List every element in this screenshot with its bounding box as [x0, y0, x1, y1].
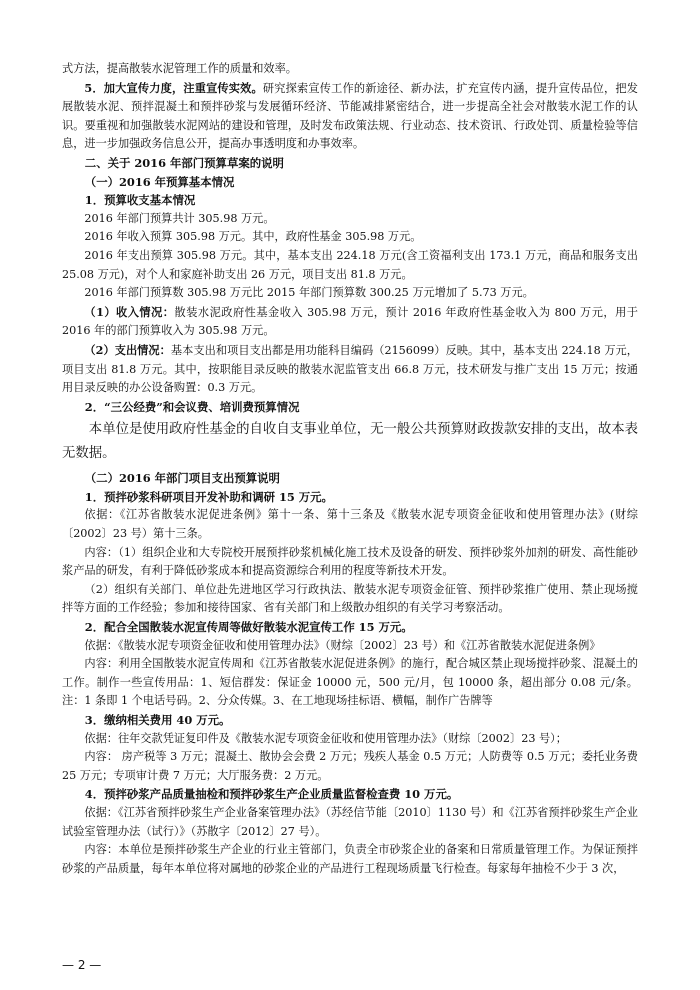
paragraph-income: 2016 年收入预算 305.98 万元。其中，政府性基金 305.98 万元。 — [84, 230, 422, 244]
paragraph-publicity — [62, 79, 638, 154]
item-heading-quality-check: 4．预拌砂浆产品质量抽检和预拌砂浆生产企业质量监督检查费 10 万元。 — [84, 787, 459, 802]
paragraph-compare: 2016 年部门预算数 305.98 万元比 2015 年部门预算数 300.25 万元增加了 5.73 万元。 — [84, 286, 534, 300]
paragraph-content-4: 内容：本单位是预拌砂浆生产企业的行业主管部门，负责全市砂浆企业的备案和日常质量管理工作。为保证预拌砂浆的产品质量，每年本单位将对属地的砂浆企业的产品进行工程现场质量飞行检查。每家每年抽检不少于 3 次， — [62, 843, 638, 875]
paragraph-content-2: 内容：利用全国散装水泥宣传周和《江苏省散装水泥促进条例》的施行，配合城区禁止现场搅拌砂浆、混凝土的工作。制作一些宣传用品：1、短信群发：保证金 10000 元，500 元/月，包 10000 条，超出部分 0.08 元/条。注：1 条即 1 个电话号码。2、分众传媒。3、在工地现场挂标语、横幅，制作广告牌等 — [62, 657, 638, 708]
paragraph-basis-2: 依据：《散装水泥专项资金征收和使用管理办法》（财综〔2002〕23 号）和《江苏省散装水泥促进条例》 — [84, 638, 601, 652]
item-heading-research: 1．预拌砂浆科研项目开发补助和调研 15 万元。 — [84, 489, 333, 504]
paragraph-heading-inline: （2）支出情况： — [84, 342, 171, 357]
paragraph-heading-inline: （1）收入情况： — [84, 304, 175, 319]
paragraph-text: 散装水泥政府性基金收入 305.98 万元，预计 2016 年政府性基金收入为 800 万元，用于 2016 年的部门预算收入为 305.98 万元。 — [62, 305, 638, 338]
subsection-heading-1: （一）2016 年预算基本情况 — [84, 174, 235, 189]
item-heading-three-public: 2．“三公经费”和会议费、培训费预算情况 — [84, 399, 300, 414]
paragraph-no-data: 本单位是使用政府性基金的自收自支事业单位，无一般公共预算财政拨款安排的支出，故本表无数据。 — [62, 422, 638, 461]
paragraph-income-detail — [62, 303, 638, 341]
paragraph-expense-detail — [62, 341, 638, 398]
page-number: — 2 — — [62, 958, 102, 972]
section-heading-2: 二、关于 2016 年部门预算草案的说明 — [84, 155, 284, 170]
paragraph-content-1: 内容：（1）组织企业和大专院校开展预拌砂浆机械化施工技术及设备的研发、预拌砂浆外加剂的研发、高性能砂浆产品的研发，有利于降低砂浆成本和提高资源综合利用的程度等新技术开发。 — [62, 545, 638, 578]
item-heading-budget: 1．预算收支基本情况 — [84, 193, 196, 208]
paragraph-continuation: 式方法，提高散装水泥管理工作的质量和效率。 — [62, 62, 297, 75]
paragraph-content-3: 内容： 房产税等 3 万元；混凝土、散协会会费 2 万元；残疾人基金 0.5 万元；人防费等 0.5 万元；委托业务费 25 万元；专项审计费 7 万元；大厅服务费：2 万元。 — [62, 750, 638, 782]
paragraph-text: 研究探索宣传工作的新途径、新办法，扩充宣传内涵，提升宣传品位，把发展散装水泥、预拌混凝土和预拌砂浆与发展循环经济、节能减排紧密结合，进一步提高全社会对散装水泥工作的认识。要重视和加强散装水泥网站的建设和管理，及时发布政策法规、行业动态、技术资讯、行政处罚、质量检验等信息，进一步加强政务信息公开，提高办事透明度和办事效率。 — [62, 81, 638, 151]
paragraph-basis-3: 依据：往年交款凭证复印件及《散装水泥专项资金征收和使用管理办法》（财综〔2002〕23 号）； — [84, 731, 567, 745]
paragraph-basis-1: 依据：《江苏省散装水泥促进条例》第十一条、第十三条及《散装水泥专项资金征收和使用管理办法》(财综〔2002〕23 号）第十三条。 — [62, 508, 638, 541]
paragraph-heading-inline: 5．加大宣传力度，注重宣传实效。 — [84, 80, 263, 95]
paragraph-basis-4: 依据：《江苏省预拌砂浆生产企业备案管理办法》（苏经信节能〔2010〕1130 号）和《江苏省预拌砂浆生产企业试验室管理办法（试行）》（苏散字〔2012〕27 号）。 — [62, 805, 638, 838]
item-heading-fees: 3．缴纳相关费用 40 万元。 — [84, 713, 231, 727]
paragraph-budget-total: 2016 年部门预算共计 305.98 万元。 — [84, 211, 275, 225]
paragraph-expense: 2016 年支出预算 305.98 万元。其中，基本支出 224.18 万元(含工资福利支出 173.1 万元，商品和服务支出 25.08 万元)，对个人和家庭补助支出 26 万元，项目支出 81.8 万元。 — [62, 248, 638, 281]
paragraph-text: 基本支出和项目支出都是用功能科目编码（2156099）反映。其中，基本支出 224.18 万元，项目支出 81.8 万元。其中，按职能目录反映的散装水泥监管支出 66.8 万元，技术研发与推广支出 15 万元；按通用目录反映的办公设备购置：0.3 万元。 — [62, 343, 638, 395]
paragraph-content-1b: （2）组织有关部门、单位赴先进地区学习行政执法、散装水泥专项资金征管、预拌砂浆推广使用、禁止现场搅拌等方面的工作经验；参加和接待国家、省有关部门和上级散办组织的有关学习考察活动。 — [62, 582, 638, 615]
item-heading-publicity-week: 2．配合全国散装水泥宣传周等做好散装水泥宣传工作 15 万元。 — [84, 620, 413, 635]
subsection-heading-2: （二）2016 年部门项目支出预算说明 — [84, 471, 280, 486]
